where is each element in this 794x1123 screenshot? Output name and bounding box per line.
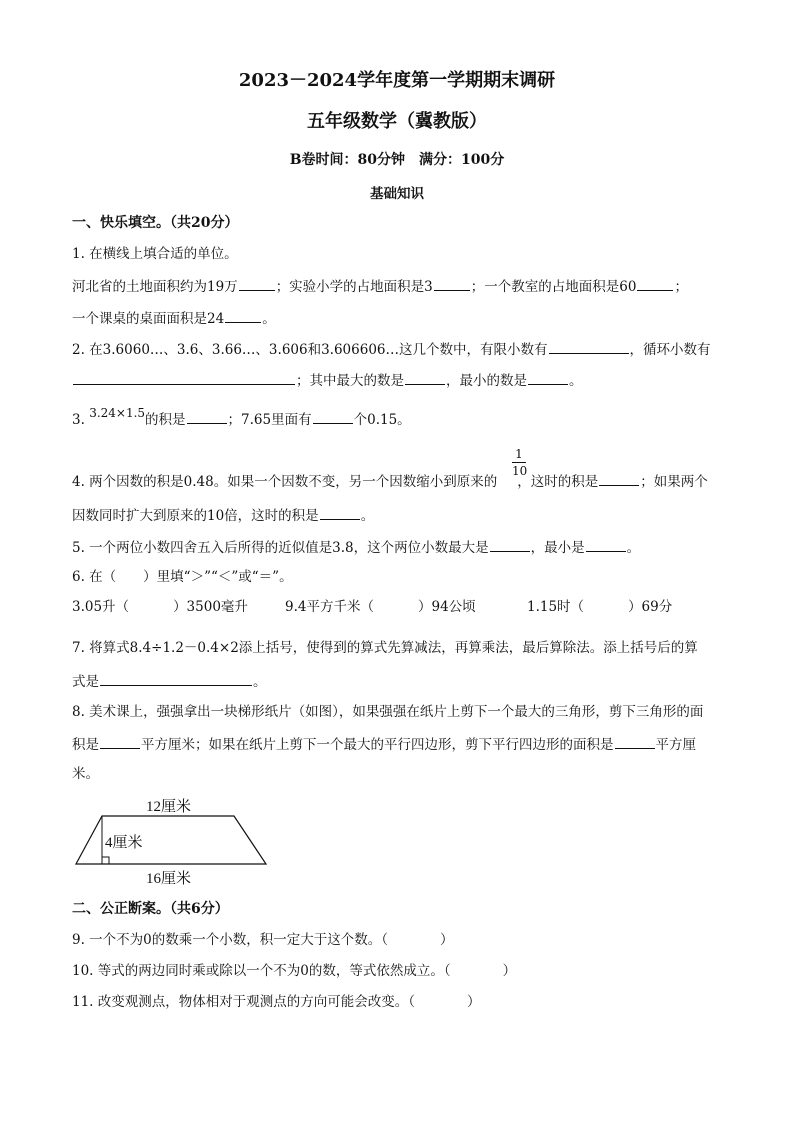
q11-line <box>72 993 481 1011</box>
q2-blank-1[interactable] <box>549 339 629 354</box>
q7-line2 <box>72 671 267 691</box>
q10-line <box>72 962 516 980</box>
q3-number: 3. <box>72 412 85 428</box>
q9-line <box>72 931 454 949</box>
q4-blank-2[interactable] <box>320 505 360 520</box>
q8-line2 <box>72 734 696 754</box>
q1-line3 <box>72 308 276 328</box>
q7-text-b: 。 <box>253 674 267 690</box>
q1-stem: 1. 在横线上填合适的单位。 <box>72 246 238 262</box>
q2-text-e: 。 <box>569 373 583 389</box>
q6-item3-right: ）69分 <box>628 599 673 615</box>
q11-close-paren: ） <box>467 994 481 1010</box>
q6-stem: 6. 在（ ）里填“＞”“＜”或“＝”。 <box>72 569 293 585</box>
section2-heading: 二、公正断案。（共6分） <box>72 901 229 917</box>
q8-text-a: 积是 <box>72 737 99 753</box>
q8-blank-2[interactable] <box>615 734 655 749</box>
q11-text: 11. 改变观测点，物体相对于观测点的方向可能会改变。（ <box>72 994 416 1010</box>
q4-blank-1[interactable] <box>599 471 639 486</box>
q2-line2 <box>72 370 583 390</box>
q4-text-c: ；如果两个 <box>640 474 708 490</box>
q2-blank-2[interactable] <box>73 370 295 385</box>
q8-blank-1[interactable] <box>100 734 140 749</box>
q1-text-d: ； <box>674 279 688 295</box>
q1-text-b: ；实验小学的占地面积是3 <box>275 279 433 295</box>
q5-text-c: 。 <box>626 540 641 556</box>
exam-info: B卷时间：80分钟 满分：100分 <box>289 152 505 168</box>
q3-blank-1[interactable] <box>187 409 227 424</box>
q1-blank-3[interactable] <box>637 276 673 291</box>
q5-blank-2[interactable] <box>586 537 626 552</box>
q5-text-a: 5. 一个两位小数四舍五入后所得的近似值是3.8，这个两位小数最大是 <box>72 540 489 556</box>
trapezoid-height-label: 4厘米 <box>105 835 143 851</box>
trapezoid-top-label: 12厘米 <box>146 799 192 815</box>
q1-line2 <box>72 276 688 296</box>
q8-line3: 米。 <box>72 766 99 782</box>
q6-item-2 <box>285 598 476 616</box>
q1-text-a: 河北省的土地面积约为19万 <box>72 279 238 295</box>
q8-text-c: 平方厘 <box>655 737 696 753</box>
exam-title: 2023－2024学年度第一学期期末调研 <box>238 70 556 91</box>
trapezoid-bottom-label: 16厘米 <box>146 871 192 887</box>
part-label: 基础知识 <box>370 186 424 202</box>
q5-text-b: ，最小是 <box>530 540 585 556</box>
q3-blank-2[interactable] <box>313 409 353 424</box>
q6-item2-left: 9.4平方千米（ <box>285 599 374 615</box>
q2-line1 <box>72 339 711 359</box>
q6-item1-left: 3.05升（ <box>72 599 130 615</box>
q4-line1 <box>72 471 708 491</box>
trapezoid-figure <box>60 792 290 892</box>
q4-text-d: 因数同时扩大到原来的10倍，这时的积是 <box>72 508 319 524</box>
q4-fraction-numerator: 1 <box>515 447 523 461</box>
q4-text-e: 。 <box>360 508 375 524</box>
q3-text-a: 的积是 <box>145 412 186 428</box>
q9-close-paren: ） <box>440 932 454 948</box>
q7-line1: 7. 将算式8.4÷1.2－0.4×2添上括号，使得到的算式先算减法，再算乘法，最后算除法。添上括号后的算 <box>72 640 698 656</box>
q4-fraction-denominator: 10 <box>512 464 528 478</box>
q5-line <box>72 537 640 557</box>
q1-blank-2[interactable] <box>434 276 470 291</box>
q9-text: 9. 一个不为0的数乘一个小数，积一定大于这个数。（ <box>72 932 389 948</box>
q3-expression: 3.24×1.5 <box>89 406 146 420</box>
q6-item-3 <box>527 598 672 616</box>
right-angle-mark <box>102 857 109 864</box>
q6-item2-right: ）94公顷 <box>417 599 476 615</box>
q10-close-paren: ） <box>502 963 517 979</box>
q2-text-b: ，循环小数有 <box>629 342 711 358</box>
q1-blank-1[interactable] <box>239 276 275 291</box>
q6-item1-right: ）3500毫升 <box>173 599 248 615</box>
q4-text-a: 4. 两个因数的积是0.48。如果一个因数不变，另一个因数缩小到原来的 <box>72 474 498 490</box>
exam-subtitle: 五年级数学（冀教版） <box>307 111 487 132</box>
q2-text-d: ，最小的数是 <box>446 373 527 389</box>
q8-text-b: 平方厘米；如果在纸片上剪下一个最大的平行四边形，剪下平行四边形的面积是 <box>141 737 614 753</box>
section1-heading: 一、快乐填空。（共20分） <box>72 215 239 231</box>
q7-blank[interactable] <box>100 671 252 686</box>
q3-line <box>72 406 411 429</box>
q3-text-b: ；7.65里面有 <box>227 412 312 428</box>
q2-blank-4[interactable] <box>528 370 568 385</box>
q8-line1: 8. 美术课上，强强拿出一块梯形纸片（如图），如果强强在纸片上剪下一个最大的三角形，剪下三角形的面 <box>72 704 704 720</box>
q4-text-b: ，这时的积是 <box>517 474 599 490</box>
q6-item3-left: 1.15时（ <box>527 599 585 615</box>
q5-blank-1[interactable] <box>490 537 530 552</box>
q2-text-a: 2. 在3.6060…、3.6、3.66…、3.606和3.606606…这几个数中，有限小数有 <box>72 342 548 358</box>
q1-text-f: 。 <box>262 311 276 327</box>
q1-text-c: ；一个教室的占地面积是60 <box>470 279 637 295</box>
q10-text: 10. 等式的两边同时乘或除以一个不为0的数，等式依然成立。（ <box>72 963 451 979</box>
q4-line2 <box>72 505 374 525</box>
q1-blank-4[interactable] <box>225 308 261 323</box>
q6-item-1 <box>72 598 248 616</box>
q2-blank-3[interactable] <box>405 370 445 385</box>
q2-text-c: ；其中最大的数是 <box>296 373 404 389</box>
q3-text-c: 个0.15。 <box>353 412 411 428</box>
q1-text-e: 一个课桌的桌面面积是24 <box>72 311 225 327</box>
q7-text-a: 式是 <box>72 674 99 690</box>
